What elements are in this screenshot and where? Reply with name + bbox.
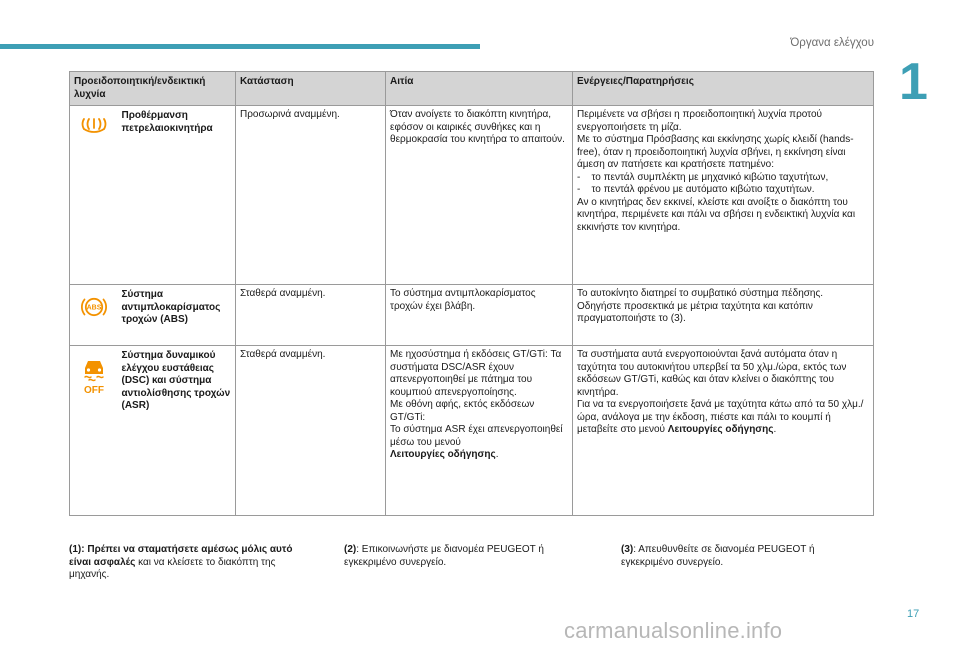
menu-name: Λειτουργίες οδήγησης xyxy=(667,424,774,435)
cause-text: Με ηχοσύστημα ή εκδόσεις GT/GTi: Τα συστήματα DSC/ASR έχουν απενεργοποιηθεί με πάτημα του κουμπιού απενεργοποίησης. xyxy=(390,349,562,398)
action-text: Με το σύστημα Πρόσβασης και εκκίνησης χωρίς κλειδί (hands-free), όταν η προειδοποιητική λυχνία σβήνει, η εκκίνηση είναι άμεση αν πατήσετε και κρατήσετε πατημένο: xyxy=(577,134,854,170)
watermark: carmanualsonline.info xyxy=(564,618,783,643)
lamp-state: Σταθερά αναμμένη. xyxy=(236,285,386,346)
action-text: Τα συστήματα αυτά ενεργοποιούνται ξανά αυτόματα όταν η ταχύτητα του αυτοκινήτου υπερβεί τα 50 χλμ./ώρα, εκτός των εκδόσεων GT/GTi, καθώς και όταν κλείνει ο διακόπτης του κινητήρα. xyxy=(577,349,847,398)
cause-text: Το σύστημα ASR έχει απενεργοποιηθεί μέσω του μενού xyxy=(390,424,563,448)
action-text: . xyxy=(773,424,777,435)
col-header-actions: Ενέργειες/Παρατηρήσεις xyxy=(573,72,874,106)
table-row xyxy=(70,346,874,516)
lamp-icon-cell xyxy=(70,285,118,346)
lamp-name: Σύστημα δυναμικού ελέγχου ευστάθειας (DSC) και σύστημα αντιολίσθησης τροχών (ASR) xyxy=(118,346,236,516)
table-header-row xyxy=(70,72,874,106)
abs-icon xyxy=(80,295,108,319)
footnote-marker: (3) xyxy=(621,544,634,555)
dsc-off-icon xyxy=(79,356,109,396)
cause-text: Με οθόνη αφής, εκτός εκδόσεων GT/GTi: xyxy=(390,399,535,423)
lamp-name: Σύστημα αντιμπλοκαρίσματος τροχών (ABS) xyxy=(118,285,236,346)
table-row xyxy=(70,106,874,285)
lamp-state: Σταθερά αναμμένη. xyxy=(236,346,386,516)
lamp-icon-cell xyxy=(70,106,118,285)
lamp-cause: Το σύστημα αντιμπλοκαρίσματος τροχών έχει βλάβη. xyxy=(386,285,573,346)
warning-lamps-table xyxy=(69,71,874,516)
lamp-state: Προσωρινά αναμμένη. xyxy=(236,106,386,285)
col-header-lamp: Προειδοποιητική/ενδεικτική λυχνία xyxy=(70,72,236,106)
lamp-cause xyxy=(386,346,573,516)
top-accent-bar xyxy=(0,44,480,49)
footnote-1 xyxy=(69,544,309,582)
lamp-cause: Όταν ανοίγετε το διακόπτη κινητήρα, εφόσον οι καιρικές συνθήκες και η θερμοκρασία του κινητήρα το απαιτούν. xyxy=(386,106,573,285)
section-title: Όργανα ελέγχου xyxy=(790,37,874,49)
footnote-marker: (1) xyxy=(69,544,82,555)
col-header-cause: Αιτία xyxy=(386,72,573,106)
lamp-actions xyxy=(573,346,874,516)
table-row xyxy=(70,285,874,346)
action-text: Για να τα ενεργοποιήσετε ξανά με ταχύτητα κάτω από τα 50 χλμ./ώρα, ανάλογα με την έκδοση, πιέστε και πάλι το κουμπί ή μεταβείτε στο μενού xyxy=(577,399,864,435)
col-header-state: Κατάσταση xyxy=(236,72,386,106)
dsc-off-icon-label: OFF xyxy=(83,385,104,396)
glow-plug-icon xyxy=(80,116,108,134)
chapter-number: 1 xyxy=(899,53,928,111)
lamp-icon-cell xyxy=(70,346,118,516)
footnote-text: : Επικοινωνήστε με διανομέα PEUGEOT ή εγκεκριμένο συνεργείο. xyxy=(344,544,544,568)
lamp-actions: Το αυτοκίνητο διατηρεί το συμβατικό σύστημα πέδησης. Οδηγήστε προσεκτικά με μέτρια ταχύτητα και κατόπιν πραγματοποιήστε το (3). xyxy=(573,285,874,346)
action-text: Αν ο κινητήρας δεν εκκινεί, κλείστε και ανοίξτε ο διακόπτη του κινητήρα, περιμένετε και πάλι να σβήσει η ενδεικτική λυχνία και εκκινήστε τον κινητήρα. xyxy=(577,196,856,233)
lamp-name: Προθέρμανση πετρελαιοκινητήρα xyxy=(118,106,236,285)
action-text: Περιμένετε να σβήσει η προειδοποιητική λυχνία προτού ενεργοποιήσετε τη μίζα. xyxy=(577,109,823,133)
footnote-2 xyxy=(344,544,584,569)
footnote-3 xyxy=(621,544,851,569)
cause-text: . xyxy=(495,449,499,460)
page-number: 17 xyxy=(907,608,920,620)
action-list-item: - το πεντάλ φρένου με αυτόματο κιβώτιο ταχυτήτων. xyxy=(577,184,815,195)
menu-name: Λειτουργίες οδήγησης xyxy=(390,449,496,460)
lamp-actions xyxy=(573,106,874,285)
footnote-text: και να κλείσετε το διακόπτη της μηχανής. xyxy=(69,556,276,580)
footnote-marker: (2) xyxy=(344,544,357,555)
footnote-bold-text: : Πρέπει να σταματήσετε αμέσως μόλις αυτό είναι ασφαλές xyxy=(69,544,293,568)
footnote-text: : Απευθυνθείτε σε διανομέα PEUGEOT ή εγκεκριμένο συνεργείο. xyxy=(621,544,815,568)
action-list-item: - το πεντάλ συμπλέκτη με μηχανικό κιβώτιο ταχυτήτων, xyxy=(577,171,829,183)
abs-icon-label: ABS xyxy=(86,304,102,312)
